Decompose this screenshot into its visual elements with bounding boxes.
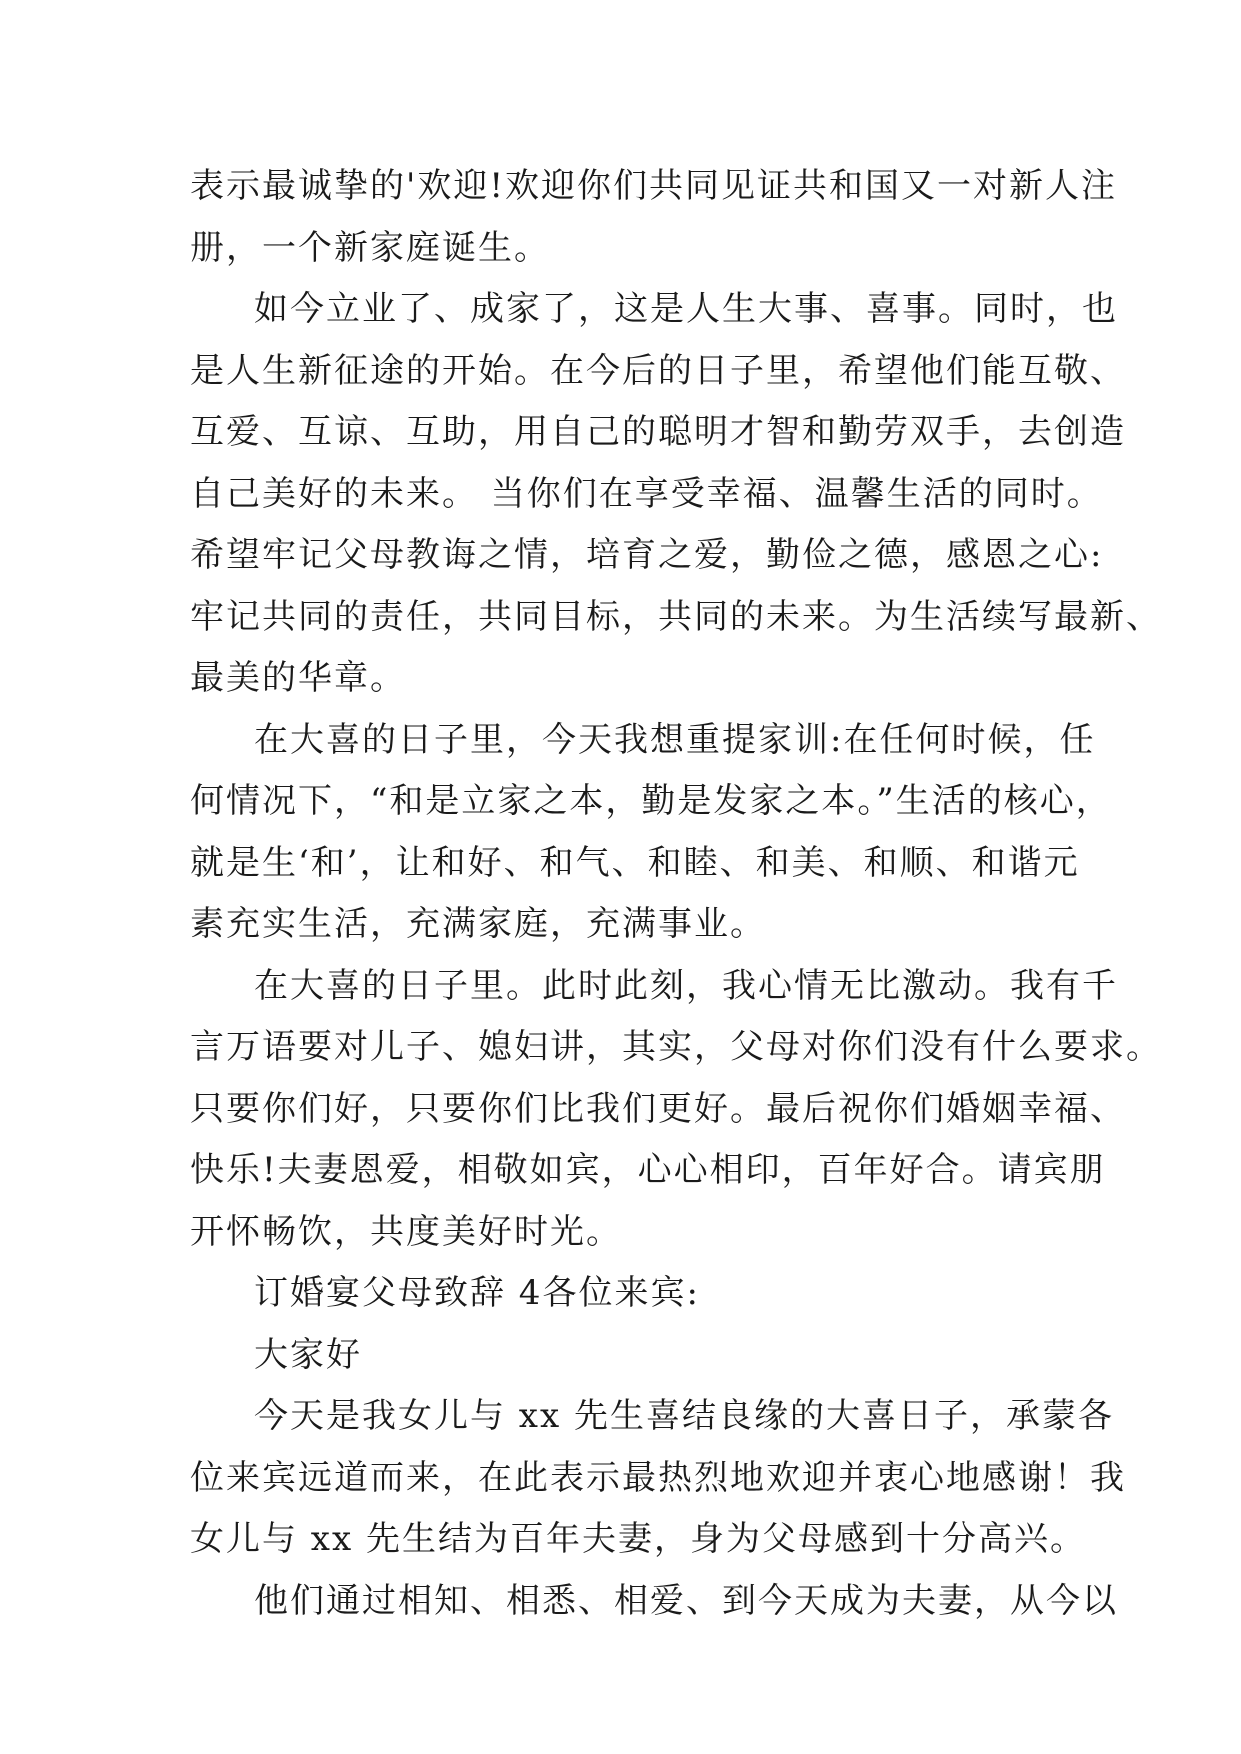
text-line: 今天是我女儿与 xx 先生喜结良缘的大喜日子，承蒙各 — [254, 1396, 1114, 1436]
text-line: 册，一个新家庭诞生。 — [190, 227, 550, 268]
text-line: 在大喜的日子里，今天我想重提家训:在任何时候，任 — [254, 719, 1096, 760]
text-line: 他们通过相知、相悉、相爱、到今天成为夫妻，从今以 — [254, 1580, 1118, 1621]
document-body — [190, 156, 1162, 1632]
text-line: 表示最诚挚的'欢迎!欢迎你们共同见证共和国又一对新人注 — [190, 166, 1118, 206]
text-line: 位来宾远道而来，在此表示最热烈地欢迎并衷心地感谢！我 — [190, 1457, 1126, 1498]
text-line: 素充实生活，充满家庭，充满事业。 — [190, 904, 766, 944]
text-line: 大家好 — [254, 1334, 362, 1375]
text-line: 牢记共同的责任，共同目标，共同的未来。为生活续写最新、 — [190, 596, 1162, 637]
text-line: 快乐!夫妻恩爱，相敬如宾，心心相印，百年好合。请宾朋 — [190, 1150, 1106, 1190]
text-line: 自己美好的未来。 当你们在享受幸福、温馨生活的同时。 — [190, 473, 1103, 514]
text-line: 只要你们好，只要你们比我们更好。最后祝你们婚姻幸福、 — [190, 1088, 1126, 1129]
text-line: 希望牢记父母教诲之情，培育之爱，勤俭之德，感恩之心: — [190, 535, 1104, 575]
text-line: 是人生新征途的开始。在今后的日子里，希望他们能互敬、 — [190, 350, 1126, 391]
text-line: 开怀畅饮，共度美好时光。 — [190, 1211, 622, 1252]
text-line: 言万语要对儿子、媳妇讲，其实，父母对你们没有什么要求。 — [190, 1027, 1162, 1067]
text-line: 女儿与 xx 先生结为百年夫妻，身为父母感到十分高兴。 — [190, 1519, 1086, 1559]
text-line: 何情况下，“和是立家之本，勤是发家之本。”生活的核心， — [190, 781, 1112, 821]
text-line: 最美的华章。 — [190, 658, 406, 698]
text-line: 在大喜的日子里。此时此刻，我心情无比激动。我有千 — [254, 965, 1118, 1006]
text-line: 订婚宴父母致辞 4各位来宾: — [254, 1273, 700, 1313]
text-line: 互爱、互谅、互助，用自己的聪明才智和勤劳双手，去创造 — [190, 412, 1126, 452]
text-line: 就是生‘和’，让和好、和气、和睦、和美、和顺、和谐元 — [190, 842, 1080, 883]
text-line: 如今立业了、成家了，这是人生大事、喜事。同时，也 — [254, 289, 1118, 329]
